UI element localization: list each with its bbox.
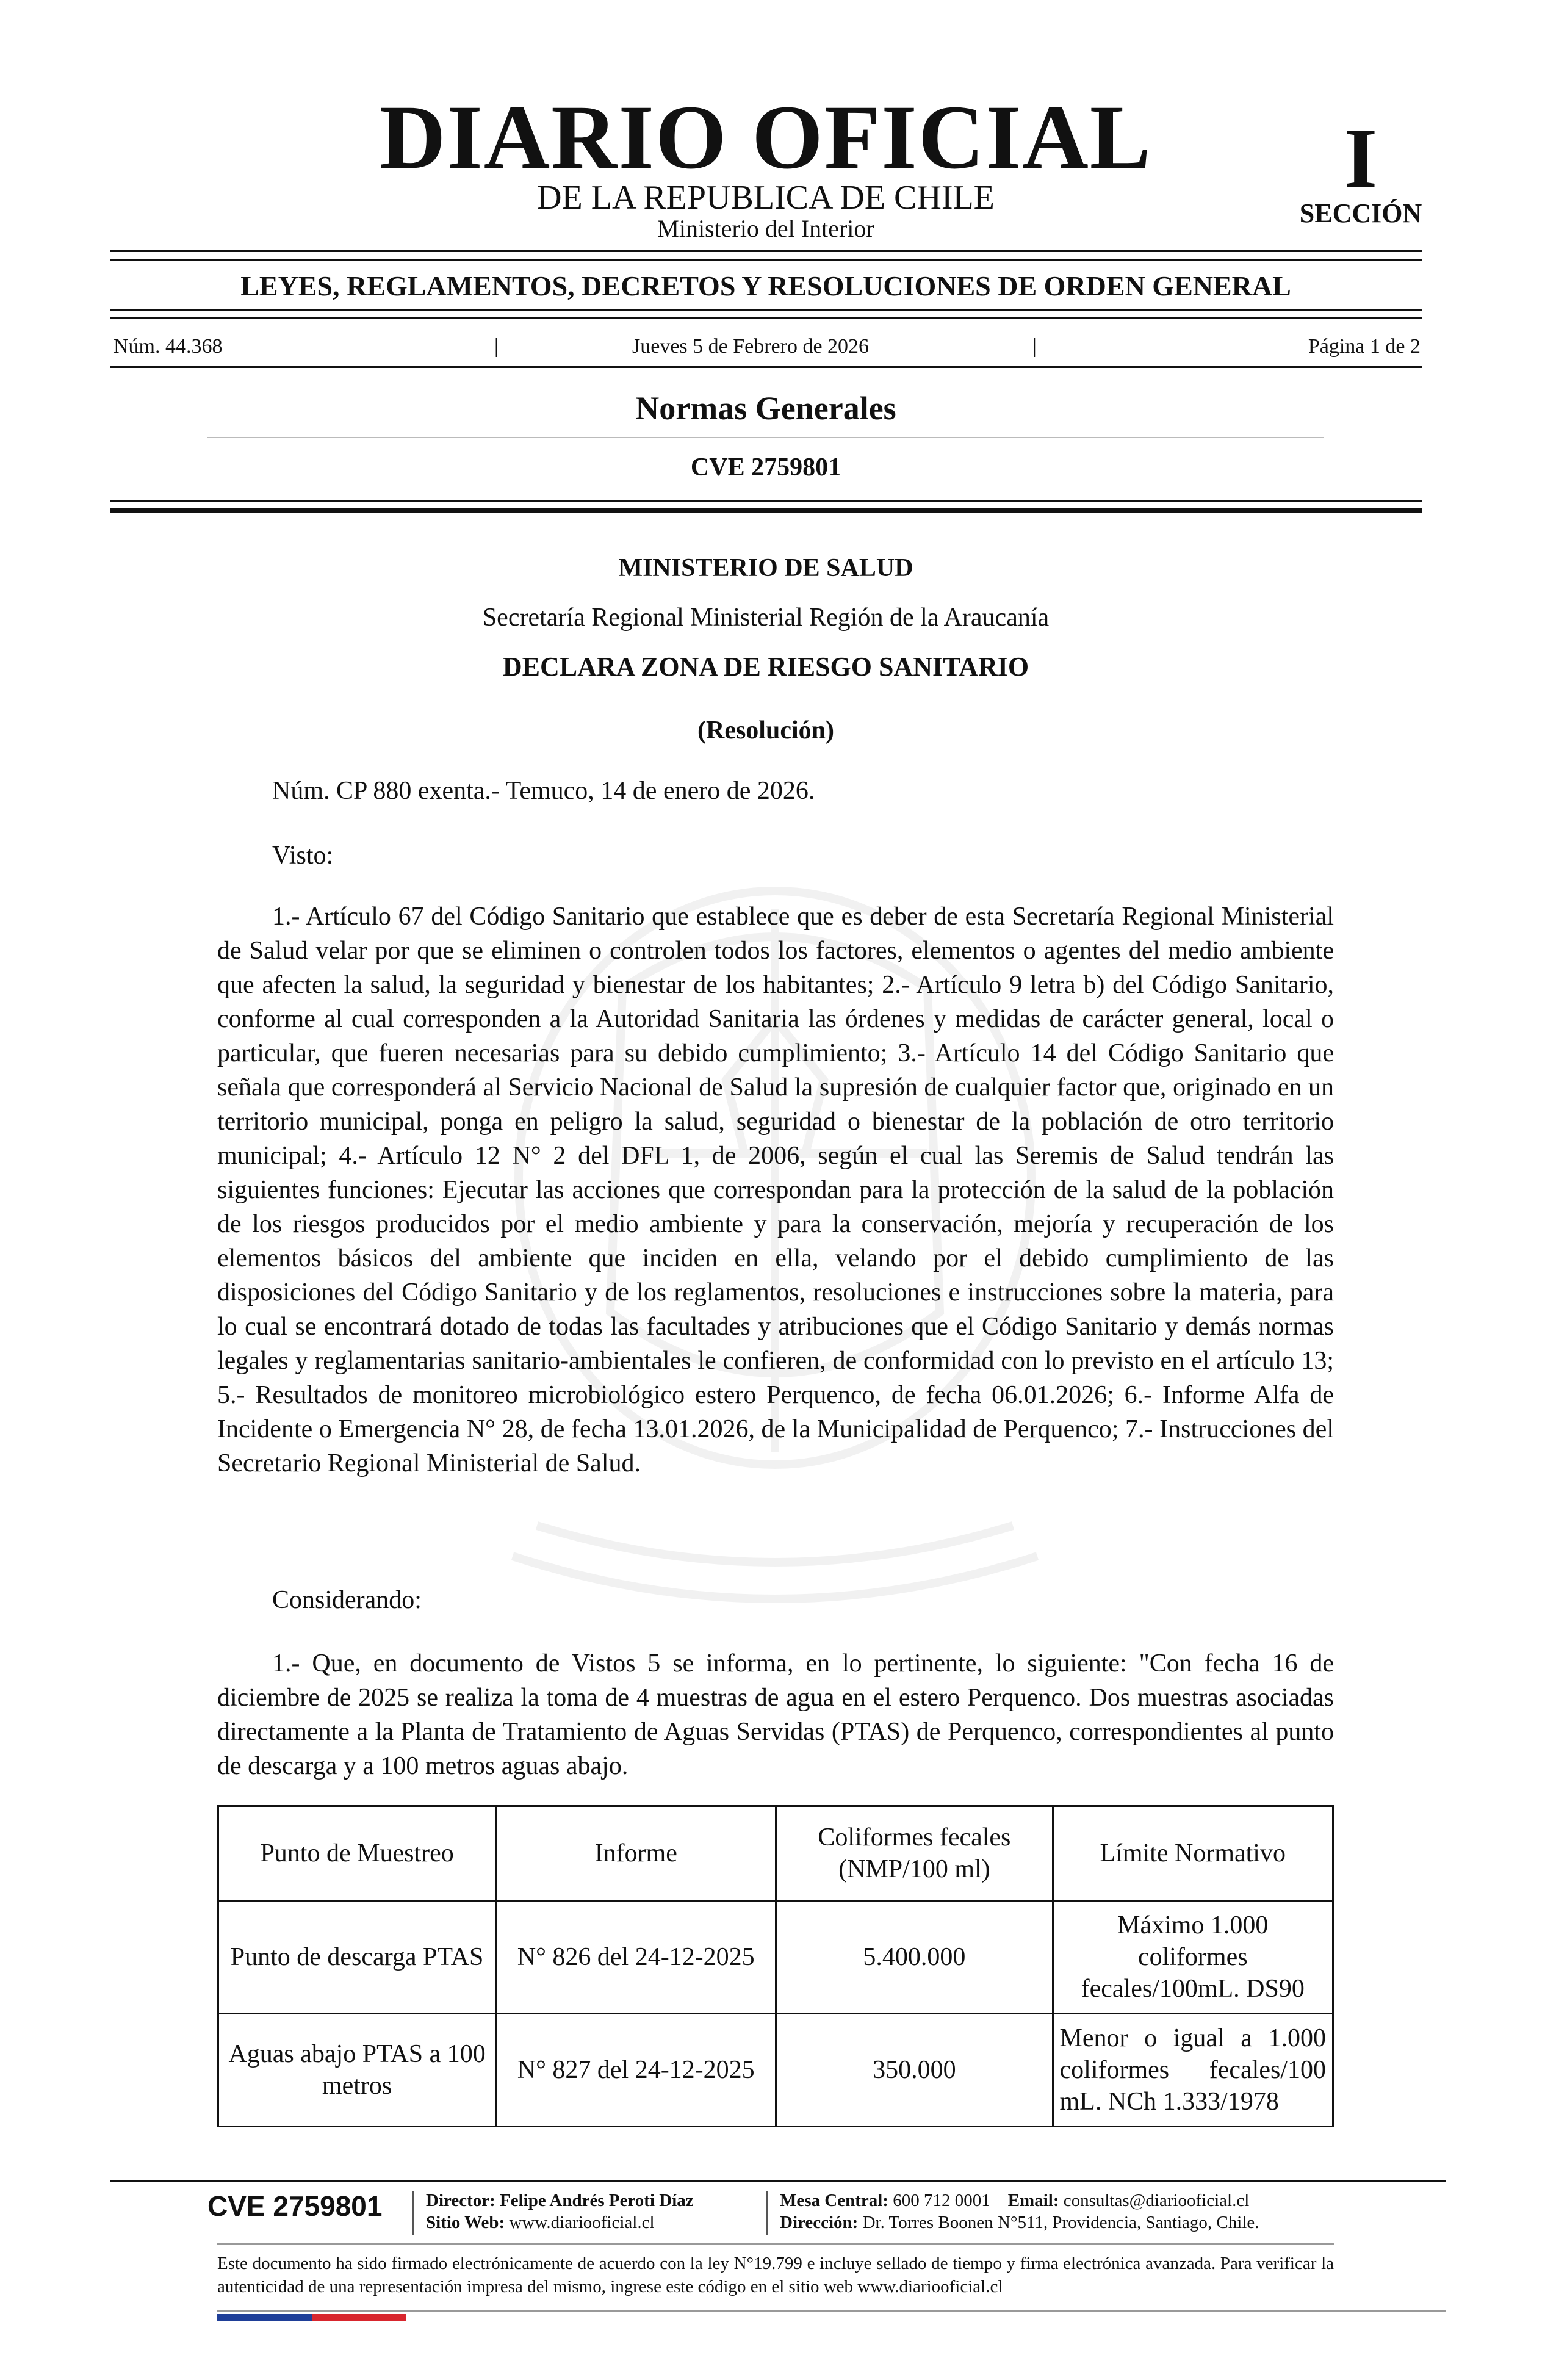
footer-address xyxy=(780,2212,1366,2234)
table-header-cell: Límite Normativo xyxy=(1053,1806,1333,1901)
ministry-heading: MINISTERIO DE SALUD xyxy=(618,554,913,582)
page-indicator: Página 1 de 2 xyxy=(1308,335,1421,358)
table-cell: N° 826 del 24-12-2025 xyxy=(496,1901,776,2014)
flag-stripe-red xyxy=(312,2314,406,2321)
footer-mesa-label: Mesa Central: xyxy=(780,2191,888,2210)
visto-label: Visto: xyxy=(272,842,334,870)
footer-address-label: Dirección: xyxy=(780,2213,859,2232)
resolution-type: (Resolución) xyxy=(697,716,834,745)
category-heading: Normas Generales xyxy=(635,390,896,427)
footer-site-link[interactable]: www.diariooficial.cl xyxy=(509,2213,655,2232)
footer-separator xyxy=(766,2191,768,2235)
table-cell: Menor o igual a 1.000 coliformes fecales/100 mL. NCh 1.333/1978 xyxy=(1053,2014,1333,2127)
secretaria-line: Secretaría Regional Ministerial Región de la Araucanía xyxy=(482,604,1050,632)
divider xyxy=(110,317,1422,319)
footer-divider xyxy=(217,2243,1334,2245)
divider xyxy=(110,259,1422,261)
issue-number: Núm. 44.368 xyxy=(113,335,223,358)
footer-signature-note: Este documento ha sido firmado electrónicamente de acuerdo con la ley N°19.799 e incluye sellado de tiempo y firma electrónica avanzada. Para verificar la autenticidad de una representación impresa del mismo, ingrese este código en el sitio web www.diariooficial.cl xyxy=(217,2254,1334,2296)
footer-site-label: Sitio Web: xyxy=(426,2213,505,2232)
considerando-paragraph: 1.- Que, en documento de Vistos 5 se informa, en lo pertinente, lo siguiente: "Con fecha 16 de diciembre de 2025 se realiza la toma de 4 muestras de agua en el estero Perquenco. Dos muestras asociadas directamente a la Planta de Tratamiento de Aguas Servidas (PTAS) de Perquenco, correspondientes al punto de descarga y a 100 metros aguas abajo. xyxy=(217,1650,1334,1780)
table-row xyxy=(218,1901,1333,2014)
table-cell: Aguas abajo PTAS a 100 metros xyxy=(218,2014,496,2127)
footer-email-link[interactable]: consultas@diariooficial.cl xyxy=(1063,2191,1250,2210)
flag-stripe-blue xyxy=(217,2314,312,2321)
divider xyxy=(207,437,1324,438)
table-cell: 5.400.000 xyxy=(776,1901,1053,2014)
footer-director-block xyxy=(426,2190,768,2234)
table-header-cell: Punto de Muestreo xyxy=(218,1806,496,1901)
masthead-ministry: Ministerio del Interior xyxy=(657,215,874,242)
divider xyxy=(110,250,1422,252)
issue-date: Jueves 5 de Febrero de 2026 xyxy=(632,335,870,358)
resolution-title: DECLARA ZONA DE RIESGO SANITARIO xyxy=(502,652,1029,682)
divider xyxy=(110,309,1422,311)
footer-mesa xyxy=(780,2190,1366,2212)
issue-separator: | xyxy=(494,335,499,358)
footer-director-name: Felipe Andrés Peroti Díaz xyxy=(500,2191,694,2210)
footer-separator xyxy=(412,2191,414,2235)
section-number: I xyxy=(1344,111,1378,206)
footer-contact-block xyxy=(780,2190,1366,2234)
table-header-cell: Informe xyxy=(496,1806,776,1901)
table-cell: Máximo 1.000 coliformes fecales/100mL. DS90 xyxy=(1053,1901,1333,2014)
footer-director-label: Director: xyxy=(426,2191,495,2210)
footer-cve: CVE 2759801 xyxy=(207,2190,383,2222)
footer-mesa-number: 600 712 0001 xyxy=(893,2191,990,2210)
divider xyxy=(110,366,1422,368)
divider xyxy=(110,508,1422,513)
masthead-subtitle: DE LA REPUBLICA DE CHILE xyxy=(537,179,995,217)
issue-bar xyxy=(110,334,1422,359)
footer-divider xyxy=(217,2310,1446,2312)
table-header-row xyxy=(218,1806,1333,1901)
footer-site xyxy=(426,2212,768,2234)
footer-email-label: Email: xyxy=(1007,2191,1059,2210)
table-cell: Punto de descarga PTAS xyxy=(218,1901,496,2014)
table-cell: N° 827 del 24-12-2025 xyxy=(496,2014,776,2127)
table-header-cell: Coliformes fecales (NMP/100 ml) xyxy=(776,1806,1053,1901)
section-label: SECCIÓN xyxy=(1299,198,1422,228)
footer-address-text: Dr. Torres Boonen N°511, Providencia, Santiago, Chile. xyxy=(862,2213,1259,2232)
masthead-title: DIARIO OFICIAL xyxy=(380,87,1152,188)
footer-director xyxy=(426,2190,768,2212)
divider xyxy=(110,500,1422,502)
table-cell: 350.000 xyxy=(776,2014,1053,2127)
footer-divider xyxy=(110,2180,1446,2182)
samples-table xyxy=(217,1805,1334,2127)
issue-separator: | xyxy=(1032,335,1037,358)
table-row xyxy=(218,2014,1333,2127)
laws-banner: LEYES, REGLAMENTOS, DECRETOS Y RESOLUCIONES DE ORDEN GENERAL xyxy=(240,270,1291,301)
cve-code: CVE 2759801 xyxy=(690,453,841,481)
resolution-number-line: Núm. CP 880 exenta.- Temuco, 14 de enero de 2026. xyxy=(272,777,815,805)
considerando-label: Considerando: xyxy=(272,1586,422,1614)
visto-paragraph: 1.- Artículo 67 del Código Sanitario que establece que es deber de esta Secretaría Regional Ministerial de Salud velar por que se eliminen o controlen todos los factores, elementos o agentes del medio ambiente que afecten la salud, la seguridad y bienestar de los habitantes; 2.- Artículo 9 letra b) del Código Sanitario, conforme al cual corresponden a la Autoridad Sanitaria las órdenes y medidas de carácter general, local o particular, que fueren necesarias para su debido cumplimiento; 3.- Artículo 14 del Código Sanitario que señala que corresponderá al Servicio Nacional de Salud la supresión de cualquier factor que, originado en un territorio municipal, ponga en peligro la salud, seguridad o bienestar de la población de otro territorio municipal; 4.- Artículo 12 N° 2 del DFL 1, de 2006, según el cual las Seremis de Salud tendrán las siguientes funciones: Ejecutar las acciones que correspondan para la protección de la salud de la población de los riesgos producidos por el medio ambiente y para la conservación, mejoría y recuperación de los elementos básicos del ambiente que inciden en ella, velando por el debido cumplimiento de las disposiciones del Código Sanitario y de los reglamentos, resoluciones e instrucciones sobre la materia, para lo cual se encontrará dotado de todas las facultades y atribuciones que el Código Sanitario y demás normas legales y reglamentarias sanitario-ambientales le confieren, de conformidad con lo previsto en el artículo 13; 5.- Resultados de monitoreo microbiológico estero Perquenco, de fecha 06.01.2026; 6.- Informe Alfa de Incidente o Emergencia N° 28, de fecha 13.01.2026, de la Municipalidad de Perquenco; 7.- Instrucciones del Secretario Regional Ministerial de Salud. xyxy=(217,903,1334,1477)
